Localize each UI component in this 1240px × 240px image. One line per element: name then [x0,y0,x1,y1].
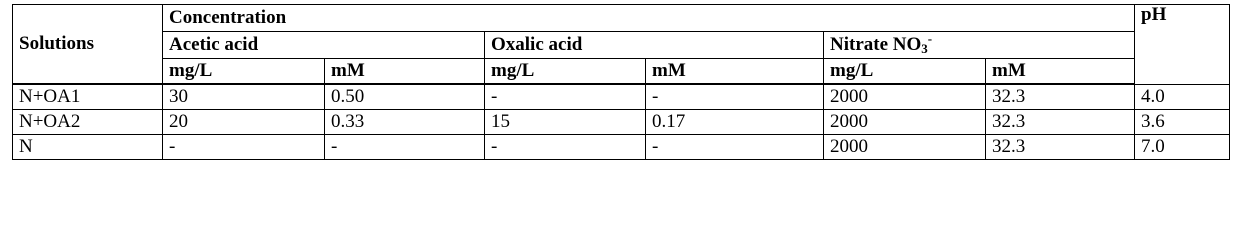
cell-nitrate-mgl: 2000 [824,85,986,110]
header-solutions: Solutions [13,5,163,84]
unit-acetic-mgl: mg/L [163,59,325,84]
cell-acetic-mgl: 20 [163,110,325,135]
cell-solution: N [13,135,163,160]
cell-solution: N+OA1 [13,85,163,110]
cell-ph: 3.6 [1135,110,1230,135]
concentration-table [12,4,1230,160]
cell-acetic-mgl: 30 [163,85,325,110]
header-ph: pH [1135,5,1230,85]
cell-nitrate-mgl: 2000 [824,135,986,160]
unit-oxalic-mm: mM [646,59,824,84]
cell-oxalic-mm: - [646,135,824,160]
cell-ph: 4.0 [1135,85,1230,110]
cell-acetic-mm: 0.33 [325,110,485,135]
header-acetic-acid: Acetic acid [163,32,485,59]
cell-oxalic-mgl: - [485,135,646,160]
header-concentration: Concentration [163,5,1135,32]
header-row-2 [13,32,1230,59]
header-nitrate-superscript: - [927,31,933,46]
cell-oxalic-mgl: - [485,85,646,110]
cell-oxalic-mm: 0.17 [646,110,824,135]
cell-ph: 7.0 [1135,135,1230,160]
header-nitrate-subscript: 3 [921,40,928,56]
header-row-1 [13,5,1230,32]
cell-oxalic-mm: - [646,85,824,110]
cell-acetic-mgl: - [163,135,325,160]
cell-nitrate-mm: 32.3 [986,85,1135,110]
cell-oxalic-mgl: 15 [485,110,646,135]
cell-acetic-mm: - [325,135,485,160]
header-nitrate [824,32,1135,59]
header-row-units [13,59,1230,84]
unit-nitrate-mgl: mg/L [824,59,986,84]
unit-oxalic-mgl: mg/L [485,59,646,84]
header-oxalic-acid: Oxalic acid [485,32,824,59]
header-nitrate-text: Nitrate NO [830,33,922,55]
cell-nitrate-mgl: 2000 [824,110,986,135]
table-row [13,85,1230,110]
unit-nitrate-mm: mM [986,59,1135,84]
cell-nitrate-mm: 32.3 [986,110,1135,135]
unit-acetic-mm: mM [325,59,485,84]
cell-nitrate-mm: 32.3 [986,135,1135,160]
cell-solution: N+OA2 [13,110,163,135]
table-row [13,110,1230,135]
table-row [13,135,1230,160]
cell-acetic-mm: 0.50 [325,85,485,110]
